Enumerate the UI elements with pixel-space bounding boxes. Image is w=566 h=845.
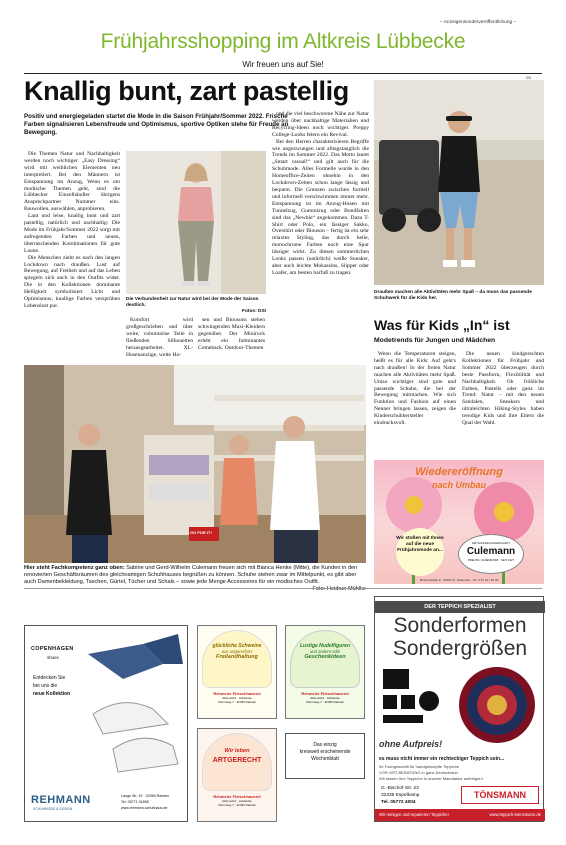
kids-col2-p1: Die neuen kindgerechten Kollektionen für Frühjahr und Sommer 2022 überzeugen durch beste Passform, Flexibilität und Nachhaltigkeit. Ob fröhliche Farben, Pastells oder ganz im Trend: Natur – mit den neuen Sandalen, Sneakers und ultraleichten Hiking-Styles haben trendige Kids und ihre Eltern die Qual der Wahl. [462, 351, 544, 427]
teppich-footer-text: Wir reinigen und reparieren Teppiche! [379, 812, 449, 817]
teppich-tagline: es muss nicht immer ein rechteckiger Teppich sein... [379, 756, 505, 762]
teppich-banner [375, 601, 545, 613]
rehmann-brand: REHMANN [31, 794, 91, 806]
article-col1-p3: Die Menschen zieht es nach den langen Lockdown nach draußen. Lust auf Bewegung, auf Freiheit und auf das Leben spiegeln sich auch in den Outfits wider. Die in den Kollektionen dominante Helligkeit symbolisiert Licht und Optimismus; knallige Farben versprühen Lebenslust pur. [24, 254, 120, 309]
pin1-line1: glückliche Schweine [212, 643, 262, 649]
teppich-address-1: G.-Bischof-Str. 23 [381, 786, 419, 791]
page-title: Frühjahrsshopping im Altkreis Lübbecke [100, 30, 466, 53]
rehmann-address-1: Lange Str. 19 · 32369 Rahden [121, 794, 170, 798]
photo1-caption [126, 297, 266, 315]
ad-teppich [374, 596, 544, 822]
pin1-line2: aus artgerechter [221, 649, 253, 654]
teppich-title-2: Sondergrößen [392, 637, 528, 660]
pin3-badge [202, 733, 272, 791]
culemann-address: Mühlenstraße 8 · 32361 Pr. Oldendorf · Tel. 0 57 42 / 49 34 [419, 578, 499, 582]
copenhagen-logo: COPENHAGEN [31, 646, 74, 652]
ad-pin-3 [197, 728, 277, 822]
teppich-banner-text: DER TEPPICH SPEZIALIST [424, 604, 496, 610]
store-sign: GO FOR IT! [190, 530, 212, 535]
pin2-line2: und andere tolle [309, 649, 341, 654]
page-subtitle: Wir freuen uns auf Sie! [242, 60, 324, 69]
weekly-line3: Wochenblatt [311, 756, 339, 762]
rehmann-address-2: Tel. 05771 91898 [121, 800, 149, 804]
kids-col-1 [374, 351, 456, 427]
ads-rule [24, 588, 542, 589]
pin3-line3: ARTGERECHT [212, 757, 262, 764]
culemann-title-1: Wiedereröffnung [415, 466, 503, 478]
culemann-bubble: Wir stoßen mit Ihnen auf die neue Frühjahrsmode an... [396, 528, 444, 576]
article-col4-p2: Bei den Herren charakterisieren Begriffe wie ungezwungen und alltagstauglich die Trends im Sommer 2022. Das Motto lautet „Smart casual!“ und gilt auch für die Schuhmode. Alles Formelle wurde in den Homeoffice-Zeiten ohnehin in den Lockdown-Zeiten schon lange lässig und bequem. Die Grenzen zwischen formell und informell verschwimmen immer mehr. Entspannung ist im Anzug-Hosen mit Tunnelzug, Gummizug oder Bundfalten sind das „Newbie“ angekommen. Dazu T-Shirt oder Polo, ein lässiger Sakko, Overshirt oder Blouson – fertig ist ein sehr relaxtes Styling, das durch helle, monochrome Farben noch eine Spur lässiger wirkt. Zu diesen sommerlichen Looks passen (natürlich) weiße Sneaker, aber auch leichte Mokassins, Slipper oder Loafer, am besten barfuß zu tragen. [272, 138, 369, 276]
pin1-line3: Freilandhaltung [216, 654, 258, 660]
header-rule [24, 73, 542, 74]
rehmann-text-3: neue Kollektion [33, 691, 71, 697]
teppich-address-2: 32339 Espelkamp [381, 793, 420, 798]
photo-woman [126, 151, 266, 294]
dsi-credit-top: DSI [526, 76, 532, 80]
teppich-brand: TÖNSMANN [461, 786, 539, 804]
boy-illustration [374, 80, 544, 285]
culemann-title-2: nach Umbau [431, 480, 486, 490]
photo1-credit: Fotos: DSI [242, 309, 266, 314]
pin2-footer-3: Ahornweg 7 · 32369 Rahden [305, 700, 345, 704]
ad-rehmann [24, 625, 188, 822]
photo2-caption: Draußen machen alle Aktivitäten mehr Spaß – da muss das passende Schuhwerk für die Kids her. [374, 290, 532, 301]
teppich-address-3: Tel. 05772 4004 [381, 800, 416, 805]
pin3-footer-1: Rehmeier Fleischhauerei [213, 794, 261, 799]
teppich-sub1: Ihr Fachgeschäft für handgeknüpfte Teppiche [379, 764, 460, 769]
section-tag: – Anzeigensonderveröffentlichung – [440, 20, 517, 25]
teppich-sub3: Wir lassen Ihre Teppiche in unserer Manufaktur anfertigen! [379, 776, 483, 781]
rehmann-address-3: www.rehmann-schuhhaus.de [121, 806, 168, 810]
pin1-footer-1: Rehmeier Fleischhauerei [213, 691, 261, 696]
article-col1-p2: Laut und leise, knallig bunt und zart pastellig, natürlich und nachhaltig: Die Mode im Frühjahr/Sommer 2022 sorgt mit aufregenden Farben und neuen, überraschenden Kombinationen für gute Laune. [24, 213, 120, 254]
article-col3-p1: sen und Blousons stehen schwingenden Maxi-Kleidern gegenüber. Der Minirock erlebt ein fulminantes Comeback. Outdoor-Themen [198, 317, 265, 351]
article-col-2 [126, 317, 193, 367]
photo1-caption-text: Die Verbundenheit zur Natur wird bei der Mode der Saison deutlich. [126, 297, 259, 308]
rehmann-text-1: Entdecken Sie [33, 675, 66, 681]
kids-col-2 [462, 351, 544, 427]
teppich-title-1: Sonderformen [393, 614, 527, 637]
article-col-1 [24, 151, 120, 365]
store-caption-bold: Hier steht Fachkompetenz ganz oben: [24, 565, 125, 571]
photo-boy [374, 80, 544, 285]
ad-pin-1 [197, 625, 277, 719]
kids-subline: Modetrends für Jungen und Mädchen [374, 337, 496, 344]
rehmann-brand-sub: SCHUHMODE & DESIGN [33, 807, 73, 811]
kids-col1-p1: Wenn die Temperaturen steigen, heißt es für alle Kids: Auf geht's nach draußen! In der freien Natur machen alle Aktivitäten mehr Spaß. Umso wichtiger sind gute und passende Schuhe, die bei der Bewegung mitmachen. Wie sich Funktion und Fashion auf einen Nenner bringen lassen, zeigen die Kinderschuhhersteller eindrucksvoll. [374, 351, 456, 427]
article-col4-p1: und die viel beschworene Nähe zur Natur werden über nachhaltige Materialien und Recycling-Ideen noch wichtiger. Preppy College-Looks feiern ein Revival. [272, 111, 369, 138]
pin1-footer-2: Aktionshof · Lübbecke [222, 696, 252, 700]
teppich-footer [375, 809, 545, 821]
teppich-web: www.teppich-toensmann.de [489, 812, 541, 817]
culemann-badge-top: IHR SCHUHFACHGESCHÄFT [471, 541, 511, 545]
teppich-sub2: VOR-ORT-BERATUNG in ganz Deutschland [379, 770, 458, 775]
photo-store [24, 365, 366, 563]
pin2-line3: Geschenkideen [304, 654, 346, 660]
weekly-line1: Das einzig [313, 742, 337, 748]
pin3-footer-3: Ahornweg 7 · 32369 Rahden [217, 803, 257, 807]
ad-weekly [285, 733, 365, 779]
culemann-badge-bottom: PREUSS. OLDENDORF · SEIT 1927 [467, 558, 515, 562]
article-col-4 [272, 111, 369, 367]
article-headline: Knallig bunt, zart pastellig [24, 76, 349, 106]
culemann-brand: Culemann [466, 546, 516, 557]
pin1-footer-3: Ahornweg 7 · 32369 Rahden [217, 700, 257, 704]
sneaker-illustration [83, 634, 185, 782]
teppich-stamp: ohne Aufpreis! [379, 739, 443, 749]
ad-culemann [374, 460, 544, 584]
store-credit: Foto: Heidrun Mühlke [312, 585, 366, 592]
rehmann-text-2: bei uns die [33, 683, 58, 689]
pin2-footer-1: Rehmeier Fleischhauerei [301, 691, 349, 696]
ad-pin-2 [285, 625, 365, 719]
weekly-line2: kreisweit erscheinende [299, 749, 351, 755]
article-col-3 [198, 317, 265, 367]
article-lead: Positiv und energiegeladen startet die Mode in die Saison Frühjahr/Sommer 2022. Frische Farben signalisieren Lebensfreude und Optimismus, sportive Optiken stehe für Freude an Bewegung. [24, 113, 289, 137]
pin2-footer-2: Aktionshof · Lübbecke [310, 696, 340, 700]
culemann-badge [458, 534, 524, 574]
copenhagen-logo-sub: shoes [47, 655, 59, 660]
article-col1-p1: Die Themen Natur und Nachhaltigkeit werden noch wichtiger. „Easy Dressing“ wird mit weiblichen Elementen neu interpretiert. Bei den Männern ist Entspannung im Anzug, Wenn es um modische Themen geht, sind die Lübbecker Einzelhändler übrigens Ansprechpartner Nummer eins. Bauwollen, auswählen, anprobieren. [24, 151, 120, 213]
woman-illustration [126, 151, 266, 294]
pin3-footer-2: Aktionshof · Lübbecke [222, 799, 252, 803]
article-col2-p1: Komfort wird großgeschrieben und über weite, voluminöse Teile in fließenden Silhouetten herausgearbeitet. XL-Hosenanzüge, weite Ho- [126, 317, 193, 358]
store-caption-text: Sabine und Gerd-Wilhelm Culemann freuen sich mit Bianca Henke (Mitte), die Kunden in den renovierten Geschäftsräumen des gleichnamigen Schuhhauses begrüßen zu können. Schuhe stehen zwar im Mittelpunkt, es gibt aber auch Damenbekleidung, Taschen, Gürtel, Tücher und Schals – sowie jede Menge Accessoires für ein modisches Outfit. [24, 565, 358, 585]
pin2-badge [290, 630, 360, 688]
kids-headline: Was für Kids „In“ ist [374, 317, 510, 333]
pin2-line1: Lustige Nudelfiguren [300, 643, 350, 649]
pin3-line1: Wir leben [224, 748, 250, 754]
pin1-badge [202, 630, 272, 688]
